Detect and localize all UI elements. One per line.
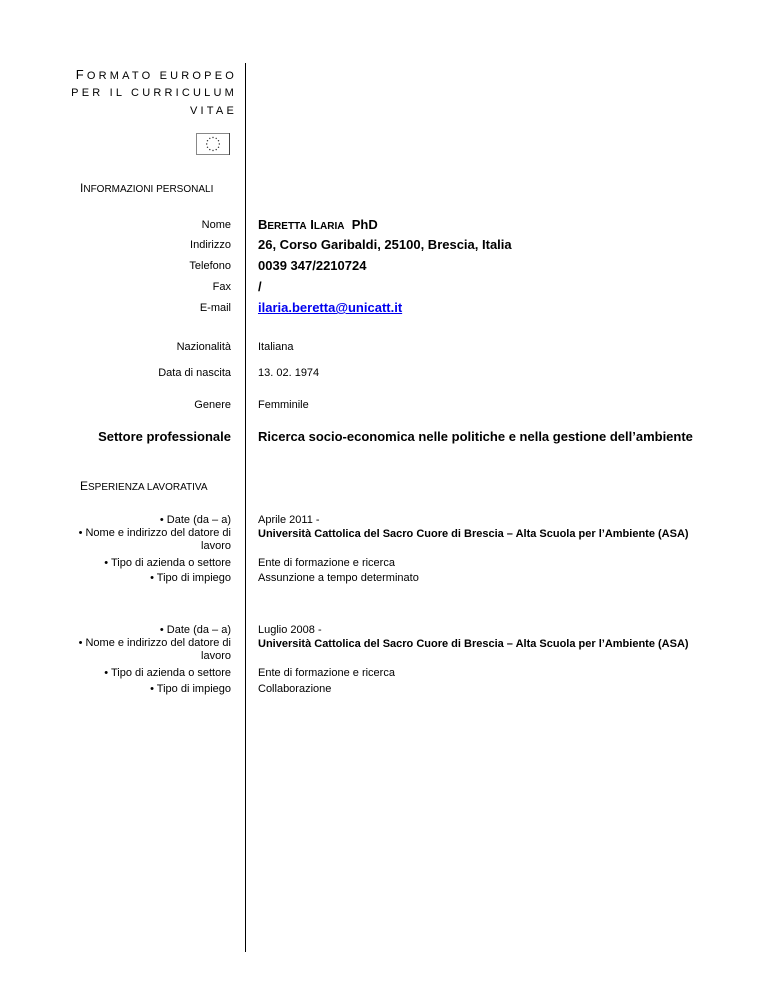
section-heading-rest: NFORMAZIONI PERSONALI: [83, 184, 214, 195]
job-1-job-label: • Tipo di impiego: [150, 572, 231, 584]
name-label: Nome: [201, 219, 231, 231]
job-1-type-value: Ente di formazione e ricerca: [258, 557, 395, 569]
section-heading-initial: I: [80, 181, 84, 195]
job-2-type-label: • Tipo di azienda o settore: [104, 667, 231, 679]
address-label: Indirizzo: [190, 239, 231, 251]
job-2-employer-value: Università Cattolica del Sacro Cuore di Brescia – Alta Scuola per l’Ambiente (ASA): [258, 638, 689, 650]
job-1-date-label: • Date (da – a): [159, 514, 231, 526]
surname-rest: ERETTA: [267, 221, 307, 232]
job-2-date-value: Luglio 2008 -: [258, 624, 322, 636]
gender-value: Femminile: [258, 399, 309, 411]
firstname-initial: I: [310, 217, 314, 232]
job-2-job-label: • Tipo di impiego: [150, 683, 231, 695]
name-value: [258, 217, 378, 235]
cv-title-line-1: [76, 68, 237, 83]
nationality-value: Italiana: [258, 341, 294, 353]
job-1-employer-label: • Nome e indirizzo del datore di: [78, 527, 231, 539]
cv-title-rest: ORMATO EUROPEO: [86, 70, 237, 82]
cv-title-line-2: PER IL CURRICULUM: [71, 87, 237, 99]
job-2-employer-label-cont: lavoro: [201, 650, 231, 662]
cv-title-initial: F: [75, 67, 87, 82]
column-divider: [245, 63, 246, 952]
sector-label: Settore professionale: [98, 429, 231, 444]
job-2-type-value: Ente di formazione e ricerca: [258, 667, 395, 679]
phone-value: 0039 347/2210724: [258, 258, 367, 273]
phone-label: Telefono: [189, 260, 231, 272]
job-1-employer-label-cont: lavoro: [201, 540, 231, 552]
job-1-date-value: Aprile 2011 -: [258, 514, 320, 526]
job-1-job-value: Assunzione a tempo determinato: [258, 572, 419, 584]
email-link[interactable]: ilaria.beretta@unicatt.it: [258, 300, 403, 315]
job-2-date-label: • Date (da – a): [159, 624, 231, 636]
section-heading-personal: [80, 181, 213, 197]
eu-flag-icon: [196, 133, 230, 155]
name-suffix: PhD: [351, 217, 378, 232]
firstname-rest: LARIA: [313, 221, 345, 232]
job-2-job-value: Collaborazione: [258, 683, 332, 695]
email-label: E-mail: [199, 302, 231, 314]
cv-title-line-3: VITAE: [190, 105, 237, 117]
fax-value: /: [258, 279, 262, 294]
birth-date-label: Data di nascita: [158, 367, 231, 379]
section-heading-initial: E: [80, 479, 89, 493]
job-1-employer-value: Università Cattolica del Sacro Cuore di Brescia – Alta Scuola per l’Ambiente (ASA): [258, 528, 689, 540]
sector-value: Ricerca socio-economica nelle politiche e nella gestione dell’ambiente: [258, 429, 693, 444]
nationality-label: Nazionalità: [176, 341, 231, 353]
section-heading-experience: [80, 479, 208, 495]
surname-initial: B: [258, 217, 268, 232]
job-2-employer-label: • Nome e indirizzo del datore di: [78, 637, 231, 649]
gender-label: Genere: [194, 399, 231, 411]
address-value: 26, Corso Garibaldi, 25100, Brescia, Italia: [258, 237, 512, 252]
birth-date-value: 13. 02. 1974: [258, 367, 320, 379]
section-heading-rest: SPERIENZA LAVORATIVA: [88, 482, 208, 493]
job-1-type-label: • Tipo di azienda o settore: [104, 557, 231, 569]
fax-label: Fax: [212, 281, 231, 293]
